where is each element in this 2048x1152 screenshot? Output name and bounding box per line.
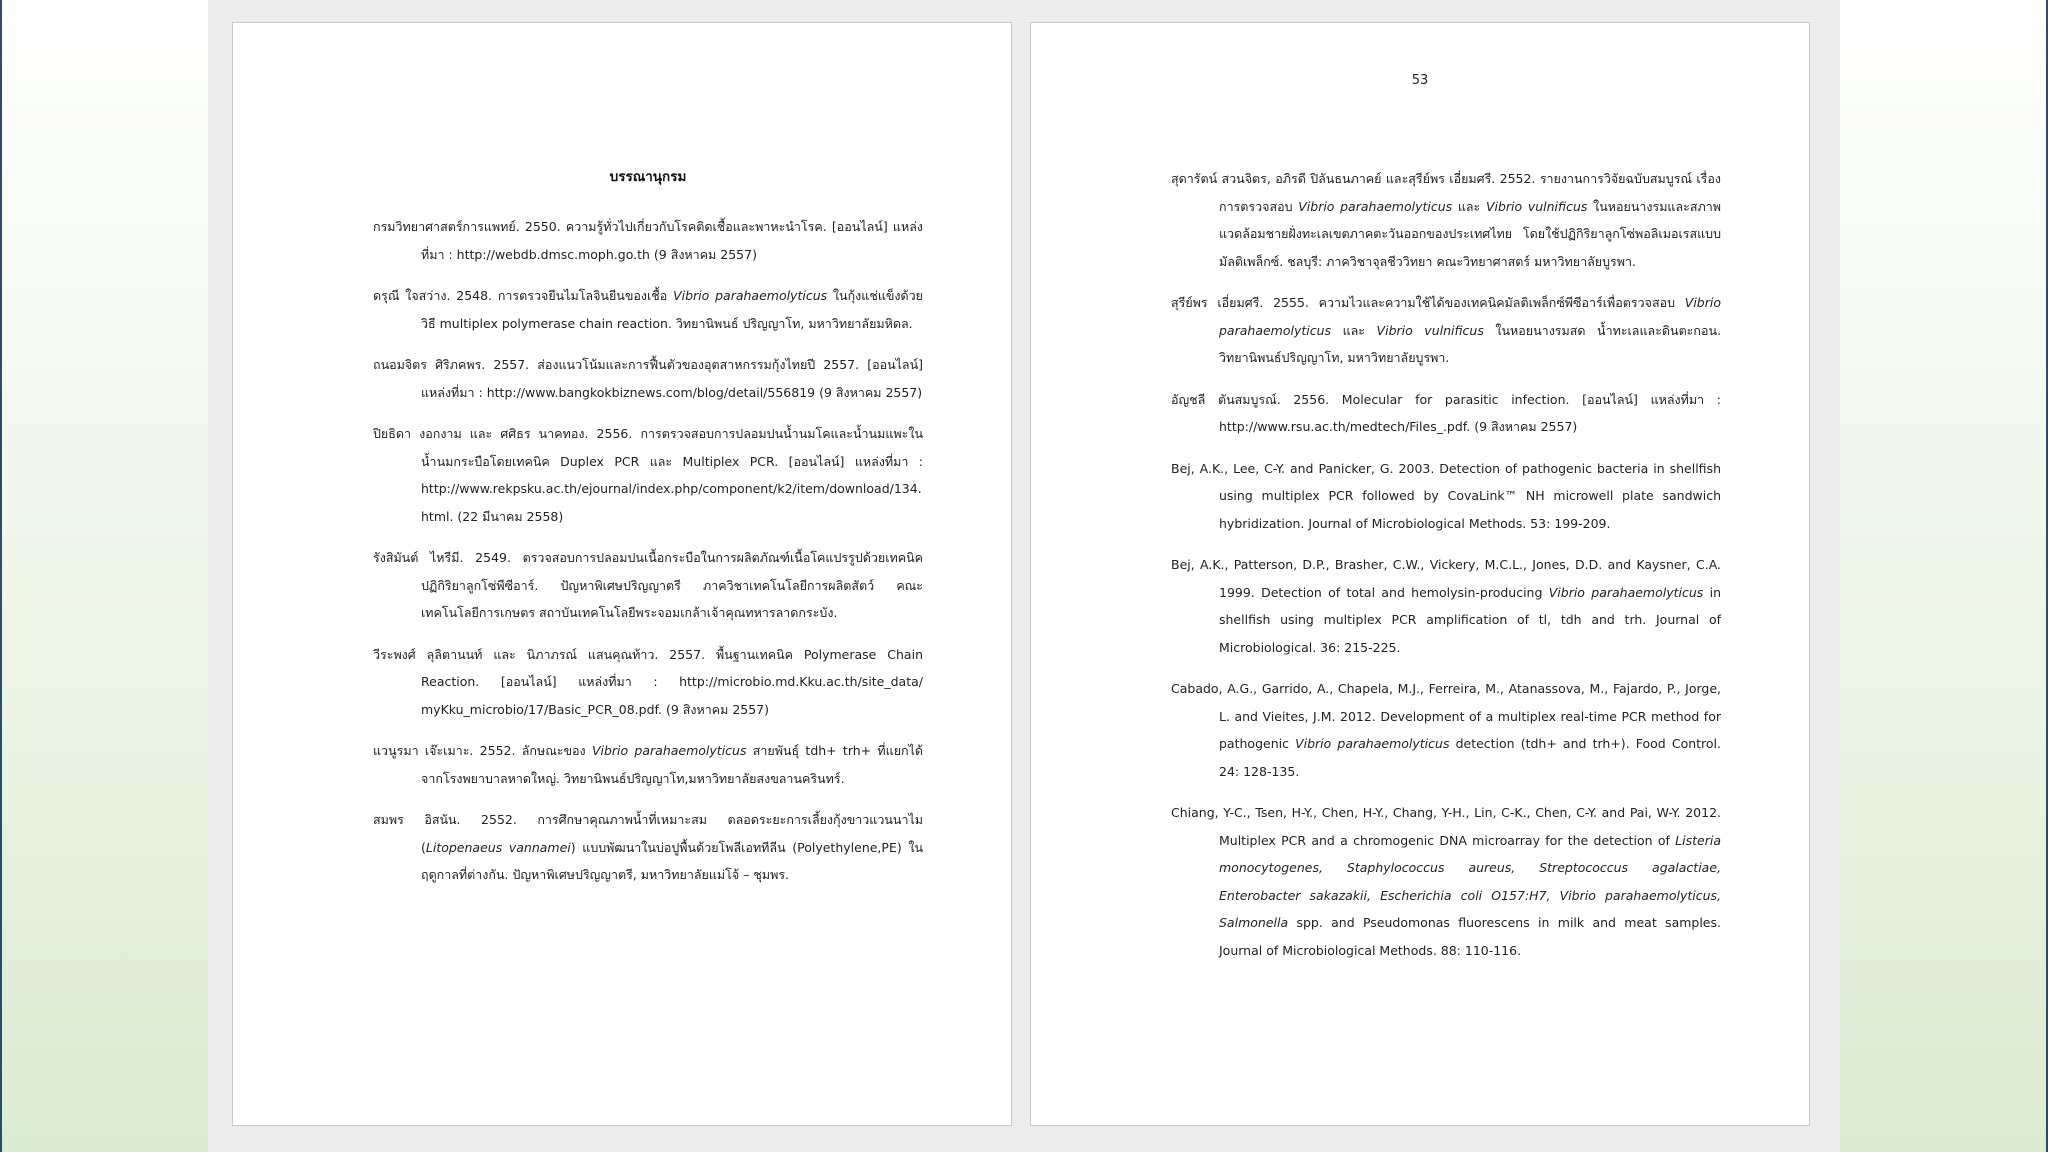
page-number: 53 [1411,73,1429,88]
document-viewer[interactable] [208,0,1840,1152]
reference-entry: สุดารัตน์ สวนจิตร, อภิรดี ปิลันธนภาคย์ และสุรีย์พร เอี่ยมศรี. 2552. รายงานการวิจัยฉบับสมบูรณ์ เรื่องการตรวจสอบ Vibrio parahaemolyticus และ Vibrio vulnificus ในหอยนางรมและสภาพแวดล้อมชายฝั่งทะเลเขตภาคตะวันออกของประเทศไทย โดยใช้ปฏิกิริยาลูกโซ่พอลิเมอเรสแบบมัลติเพล็กซ์. ชลบุรี: ภาควิชาจุลชีววิทยา คณะวิทยาศาสตร์ มหาวิทยาลัยบูรพา. [1171,171,1721,269]
reference-entry: Cabado, A.G., Garrido, A., Chapela, M.J., Ferreira, M., Atanassova, M., Fajardo, P., Jorge, L. and Vieites, J.M. 2012. Development of a multiplex real-time PCR method for pathogenic Vibrio parahaemolyticus detection (tdh+ and trh+). Food Control. 24: 128-135. [1171,681,1721,779]
reference-entry: สุรีย์พร เอี่ยมศรี. 2555. ความไวและความใช้ได้ของเทคนิคมัลติเพล็กซ์พีซีอาร์เพื่อตรวจสอบ Vibrio parahaemolyticus และ Vibrio vulnificus ในหอยนางรมสด น้ำทะเลและดินตะกอน. วิทยานิพนธ์ปริญญาโท, มหาวิทยาลัยบูรพา. [1171,295,1721,365]
reference-entry: รังสิมันต์ ไหรีมี. 2549. ตรวจสอบการปลอมปนเนื้อกระบือในการผลิตภัณฑ์เนื้อโคแปรรูปด้วยเทคนิคปฏิกิริยาลูกโซ่พีซีอาร์. ปัญหาพิเศษปริญญาตรี ภาควิชาเทคโนโลยีการผลิตสัตว์ คณะเทคโนโลยีการเกษตร สถาบันเทคโนโลยีพระจอมเกล้าเจ้าคุณทหารลาดกระบัง. [373,550,923,620]
reference-entry: Bej, A.K., Patterson, D.P., Brasher, C.W., Vickery, M.C.L., Jones, D.D. and Kaysner, C.A. 1999. Detection of total and hemolysin-producing Vibrio parahaemolyticus in shellfish using multiplex PCR amplification of tl, tdh and trh. Journal of Microbiological. 36: 215-225. [1171,557,1722,655]
reference-entry: Chiang, Y-C., Tsen, H-Y., Chen, H-Y., Chang, Y-H., Lin, C-K., Chen, C-Y. and Pai, W-Y. 2012. Multiplex PCR and a chromogenic DNA microarray for the detection of Listeria monocytogenes, Staphylococcus aureus, Streptococcus agalactiae, Enterobacter sakazakii, Escherichia coli O157:H7, Vibrio parahaemolyticus, Salmonella spp. and Pseudomonas fluorescens in milk and meat samples. Journal of Microbiological Methods. 88: 110-116. [1171,805,1721,958]
reference-entry: ถนอมจิตร ศิริภคพร. 2557. ส่องแนวโน้มและการฟื้นตัวของอุตสาหกรรมกุ้งไทยปี 2557. [ออนไลน์] แหล่งที่มา : http://www.bangkokbiznews.com/blog/detail/556819 (9 สิงหาคม 2557) [373,357,923,400]
reference-entry: Bej, A.K., Lee, C-Y. and Panicker, G. 2003. Detection of pathogenic bacteria in shellfish using multiplex PCR followed by CovaLink™ NH microwell plate sandwich hybridization. Journal of Microbiological Methods. 53: 199-209. [1171,460,1721,531]
reference-list-left [373,213,923,889]
reference-entry: ดรุณี ใจสว่าง. 2548. การตรวจยีนไมโลจินยีนของเชื้อ Vibrio parahaemolyticus ในกุ้งแช่แข็งด้วยวิธี multiplex polymerase chain reaction. วิทยานิพนธ์ ปริญญาโท, มหาวิทยาลัยมหิดล. [373,288,923,331]
reference-entry: สมพร อิสนัน. 2552. การศึกษาคุณภาพน้ำที่เหมาะสม ตลอดระยะการเลี้ยงกุ้งขาวแวนนาไม (Litopenaeus vannamei) แบบพัฒนาในบ่อปูพื้นด้วยโพลีเอททีลีน (Polyethylene,PE) ในฤดูกาลที่ต่างกัน. ปัญหาพิเศษปริญญาตรี, มหาวิทยาลัยแม่โจ้ – ชุมพร. [373,812,923,882]
reference-entry: ปิยธิดา งอกงาม และ ศศิธร นาคทอง. 2556. การตรวจสอบการปลอมปนน้ำนมโคและน้ำนมแพะในน้ำนมกระบือโดยเทคนิค Duplex PCR และ Multiplex PCR. [ออนไลน์] แหล่งที่มา : http://www.rekpsku.ac.th/ejournal/index.php/component/k2/item/download/134.html. (22 มีนาคม 2558) [373,426,923,524]
reference-entry: อัญชลี ตันสมบูรณ์. 2556. Molecular for parasitic infection. [ออนไลน์] แหล่งที่มา : http://www.rsu.ac.th/medtech/Files_.pdf. (9 สิงหาคม 2557) [1171,391,1721,434]
document-page-left [232,22,1012,1126]
reference-entry: แวนูรมา เจ๊ะเมาะ. 2552. ลักษณะของ Vibrio parahaemolyticus สายพันธุ์ tdh+ trh+ ที่แยกได้จากโรงพยาบาลหาดใหญ่. วิทยานิพนธ์ปริญญาโท,มหาวิทยาลัยสงขลานครินทร์. [373,743,924,786]
reference-list-right [1171,165,1721,964]
page-content-left [373,165,923,903]
reference-entry: กรมวิทยาศาสตร์การแพทย์. 2550. ความรู้ทั่วไปเกี่ยวกับโรคติดเชื้อและพาหะนำโรค. [ออนไลน์] แหล่งที่มา : http://webdb.dmsc.moph.go.th (9 สิงหาคม 2557) [373,219,923,262]
page-content-right [1171,165,1721,978]
page-title: บรรณานุกรม [609,169,687,185]
slide-right-margin [1840,0,2048,1152]
slide-left-margin [0,0,208,1152]
document-page-right [1030,22,1810,1126]
reference-entry: วีระพงศ์ ลุลิตานนท์ และ นิภาภรณ์ แสนคุณท้าว. 2557. พื้นฐานเทคนิค Polymerase Chain Reaction. [ออนไลน์] แหล่งที่มา : http://microbio.md.Kku.ac.th/site_data/ myKku_microbio/17/Basic_PCR_08.pdf. (9 สิงหาคม 2557) [373,646,923,717]
